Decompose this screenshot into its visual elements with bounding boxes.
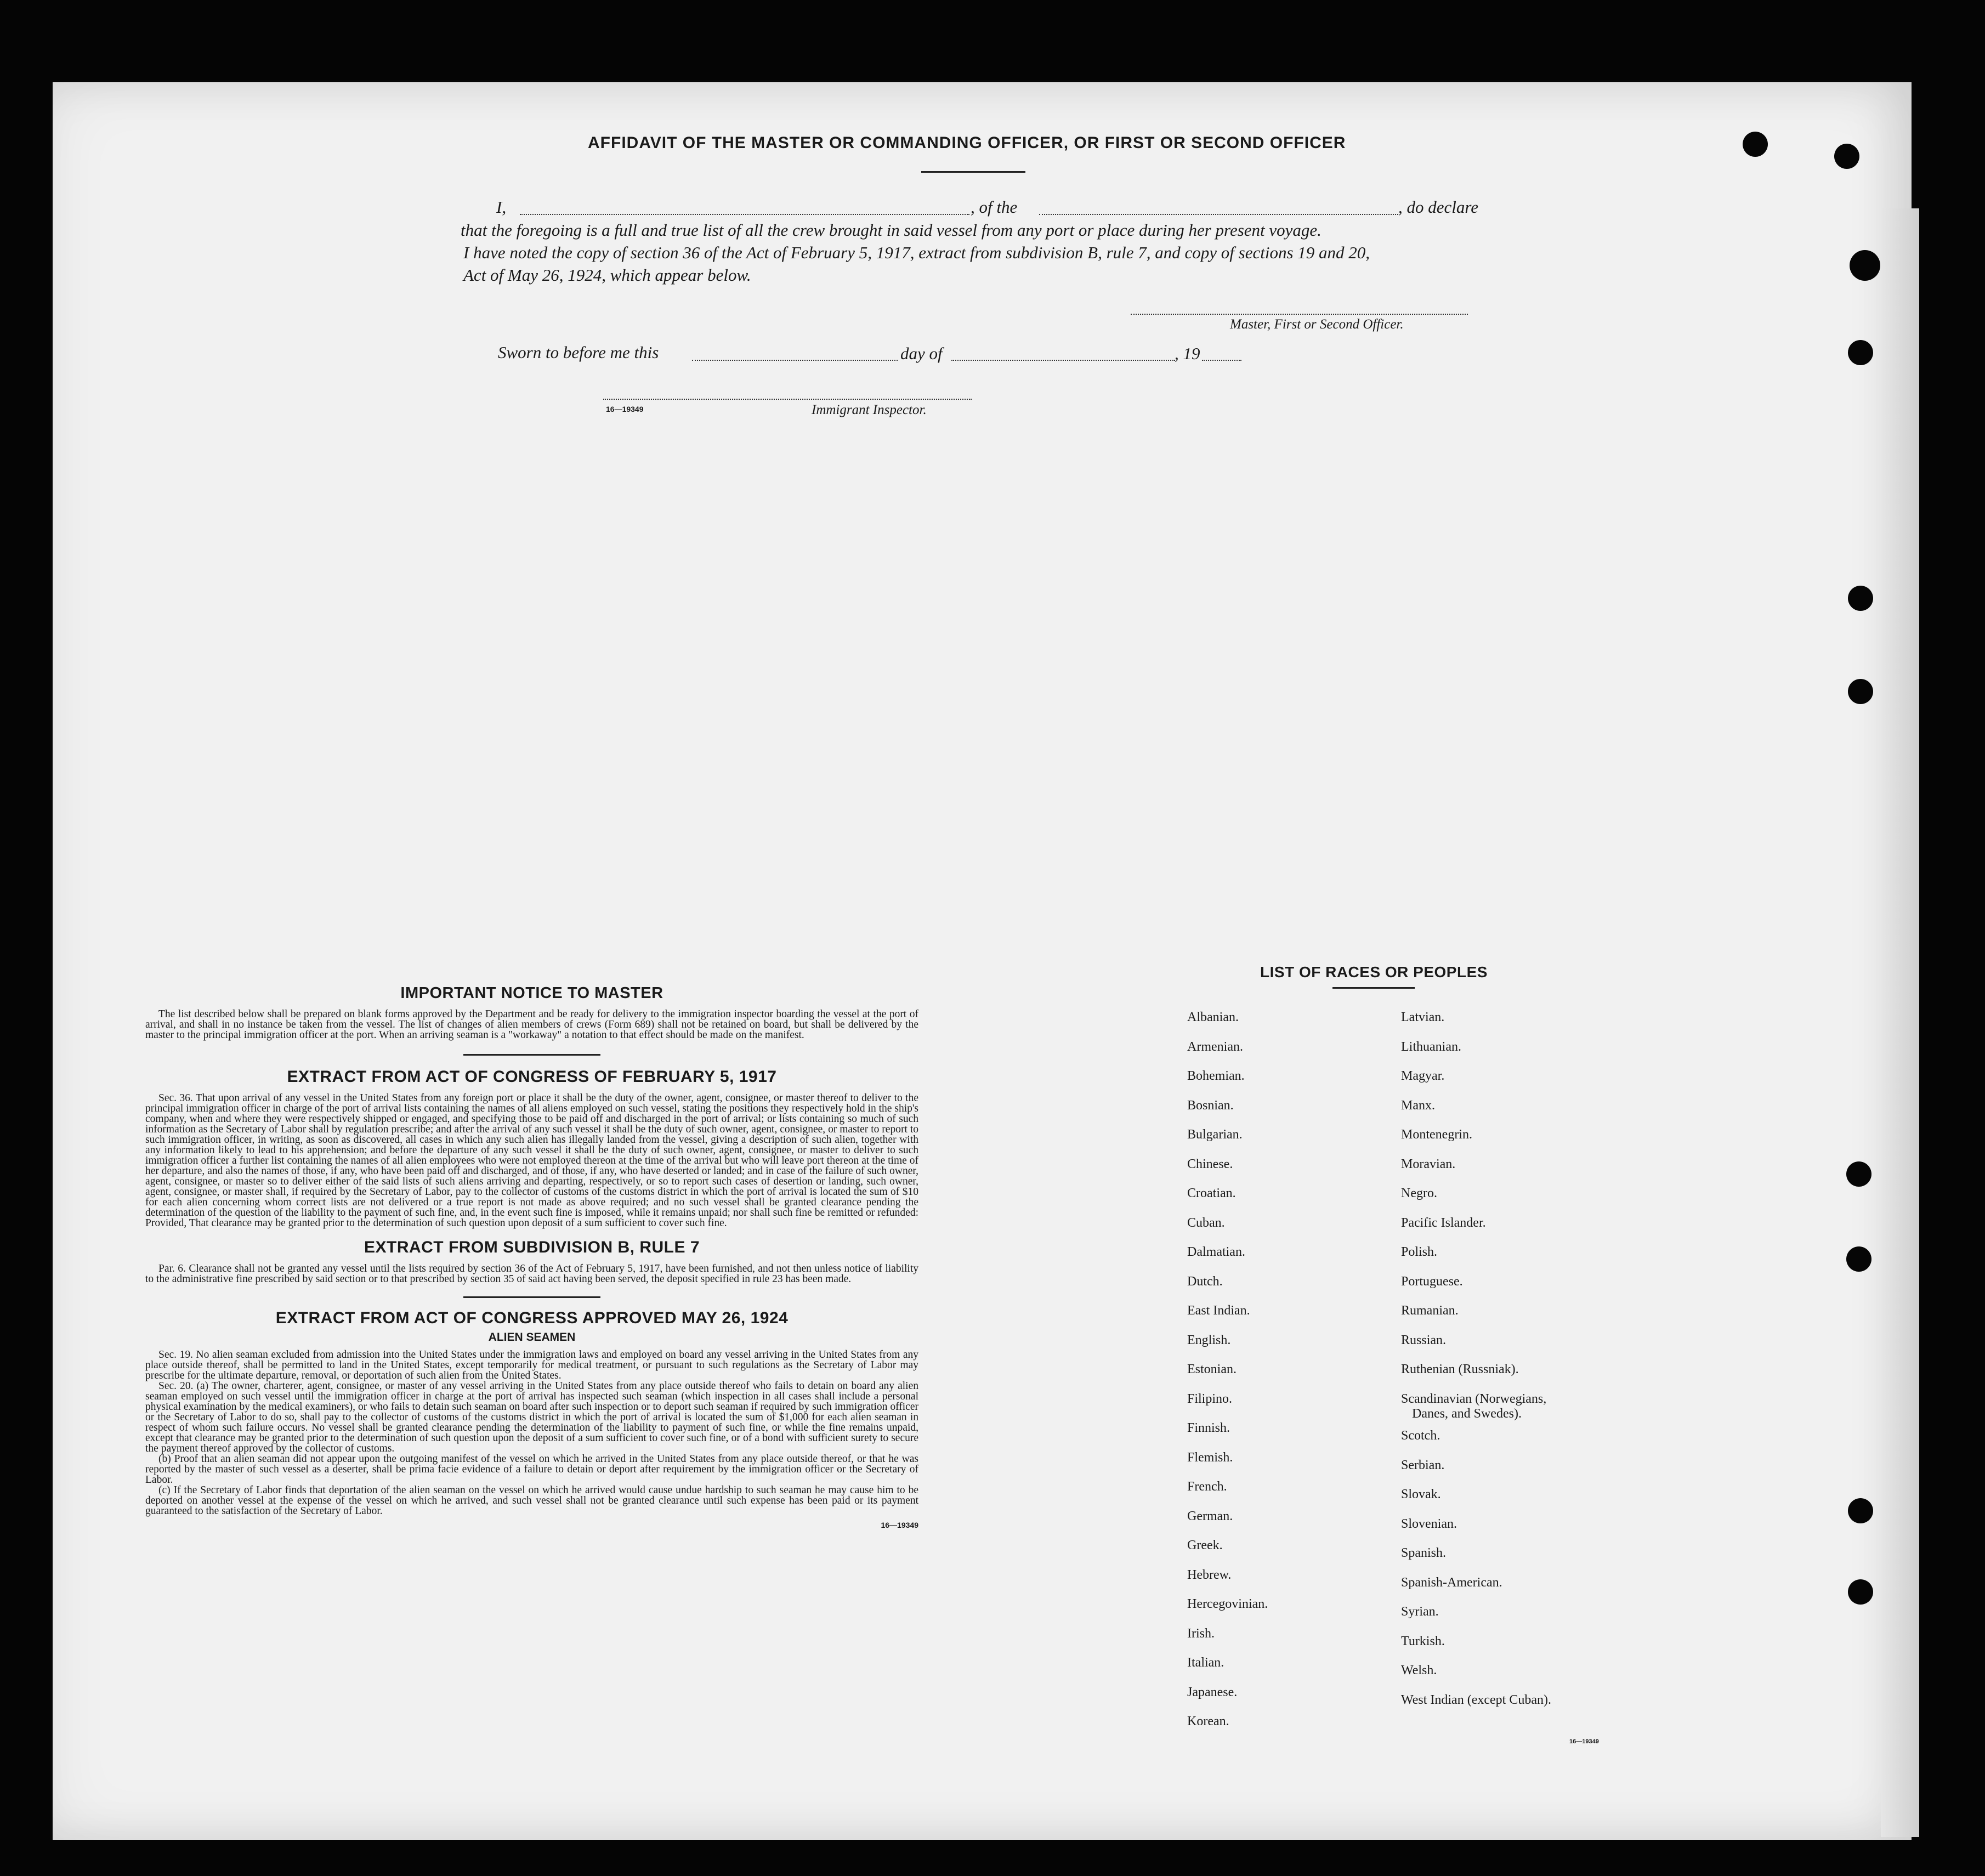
race-item: Bohemian.: [1187, 1069, 1245, 1083]
race-item: Japanese.: [1187, 1685, 1238, 1699]
form-number: 16—19349: [1569, 1738, 1599, 1745]
officer-signature-label: Master, First or Second Officer.: [1230, 317, 1404, 332]
race-item: East Indian.: [1187, 1303, 1250, 1318]
day-of-label: day of: [900, 344, 943, 363]
race-item: Lithuanian.: [1401, 1039, 1461, 1054]
year-label: , 19: [1175, 344, 1200, 363]
punch-hole: [1848, 1579, 1873, 1605]
section-20c-text: (c) If the Secretary of Labor finds that deportation of the alien seaman on the vessel on which he arrived would cause undue hardship to such seaman he may cause him to be deported on another vessel at the expense of the vessel on which he arrived, and such vessel shall not be granted clearance until such expense has been paid or its payment guaranteed to the satisfaction of the Secretary of Labor.: [145, 1484, 918, 1517]
race-item: Estonian.: [1187, 1362, 1237, 1376]
punch-hole: [1848, 679, 1873, 704]
race-item: Bulgarian.: [1187, 1127, 1243, 1142]
section-20a-text: Sec. 20. (a) The owner, charterer, agent, consignee, or master of any vessel arriving in the United States from any place outside thereof who fails to detain on board any alien seaman employed on such vessel until the immigration officer in charge at the port of arrival has inspected such seaman (which inspection in all cases shall include a personal physical examination by the medical examiners), or who fails to detain such seaman on board after such inspection or to deport such seaman if required by such immigration officer or the Secretary of Labor to do so, shall pay to the collector of customs of the customs district in which the port of arrival is located the sum of $1,000 for each alien seaman in respect of whom such failure occurs. No vessel shall be granted clearance pending the determination of the liability to payment of such fine, or while the fine remains unpaid, except that clearance may be granted prior to the determination of such question upon the deposit of a sum sufficient to cover such fine, or of a bond with sufficient surety to secure the payment thereof approved by the collector of customs.: [145, 1380, 918, 1454]
punch-hole: [1848, 340, 1873, 365]
name-blank: [520, 214, 969, 215]
races-title: LIST OF RACES OR PEOPLES: [1260, 963, 1488, 980]
race-item: Chinese.: [1187, 1157, 1233, 1171]
affidavit-of-the-label: , of the: [971, 197, 1018, 217]
race-item: Finnish.: [1187, 1421, 1230, 1435]
race-item: Korean.: [1187, 1714, 1229, 1728]
sworn-month-blank: [951, 360, 1175, 361]
race-item: German.: [1187, 1509, 1233, 1523]
race-item: Albanian.: [1187, 1010, 1239, 1024]
race-item: Pacific Islander.: [1401, 1215, 1486, 1230]
affidavit-declare-label: , do declare: [1398, 197, 1479, 217]
race-item: Russian.: [1401, 1333, 1447, 1347]
form-number: 16—19349: [881, 1521, 918, 1529]
race-item: Ruthenian (Russniak).: [1401, 1362, 1519, 1376]
inspector-label: Immigrant Inspector.: [812, 403, 927, 417]
race-item: Italian.: [1187, 1656, 1224, 1670]
section-20b-text: (b) Proof that an alien seaman did not appear upon the outgoing manifest of the vessel on which he arrived in the United States from any place outside thereof, or that he was reported by the master of such vessel as a deserter, shall be prima facie evidence of a failure to detain or deport after requirement by the immigration officer or the Secretary of Labor.: [145, 1453, 918, 1486]
race-item: Moravian.: [1401, 1157, 1456, 1171]
race-item: Hebrew.: [1187, 1567, 1232, 1582]
extract-1924-title: EXTRACT FROM ACT OF CONGRESS APPROVED MAY 26, 1924: [275, 1309, 789, 1327]
notice-column: [145, 984, 918, 1529]
inspector-signature-line: [603, 399, 972, 400]
race-item: Syrian.: [1401, 1605, 1439, 1619]
race-item: Montenegrin.: [1401, 1127, 1472, 1142]
race-item: Filipino.: [1187, 1391, 1233, 1406]
race-item: Spanish-American.: [1401, 1575, 1502, 1590]
notice-title: IMPORTANT NOTICE TO MASTER: [400, 984, 663, 1002]
form-number: 16—19349: [606, 405, 644, 413]
race-item: Dalmatian.: [1187, 1245, 1245, 1259]
divider: [463, 1296, 600, 1298]
affidavit-title: AFFIDAVIT OF THE MASTER OR COMMANDING OFFICER, OR FIRST OR SECOND OFFICER: [588, 134, 1346, 152]
race-item: Turkish.: [1401, 1634, 1445, 1648]
punch-hole: [1848, 1498, 1873, 1523]
race-item: Polish.: [1401, 1245, 1438, 1259]
sworn-day-blank: [692, 360, 898, 361]
section-19-text: Sec. 19. No alien seaman excluded from admission into the United States under the immigration laws and employed on board any vessel arriving in the United States from any place outside thereof, shall be permitted to land in the United States, except temporarily for medical treatment, or pursuant to such regulations as the Secretary of Labor may prescribe for the ultimate departure, removal, or deportation of such alien from the United States.: [145, 1349, 918, 1381]
race-item: Serbian.: [1401, 1458, 1445, 1472]
affidavit-line-4: Act of May 26, 1924, which appear below.: [463, 265, 751, 285]
race-item: Armenian.: [1187, 1039, 1243, 1054]
race-item: Croatian.: [1187, 1186, 1236, 1200]
extract-1917-title: EXTRACT FROM ACT OF CONGRESS OF FEBRUARY 5, 1917: [287, 1068, 777, 1086]
race-item: Danes, and Swedes).: [1412, 1406, 1522, 1421]
race-item: Negro.: [1401, 1186, 1437, 1200]
vessel-blank: [1039, 214, 1398, 215]
punch-hole: [1848, 586, 1873, 611]
race-item: Manx.: [1401, 1098, 1435, 1113]
punch-hole: [1743, 132, 1768, 157]
divider: [1332, 987, 1415, 989]
affidavit-i-label: I,: [496, 197, 507, 217]
race-item: West Indian (except Cuban).: [1401, 1692, 1551, 1707]
punch-hole: [1846, 1161, 1871, 1187]
race-item: Greek.: [1187, 1538, 1223, 1552]
sworn-year-blank: [1202, 360, 1241, 361]
race-item: Bosnian.: [1187, 1098, 1234, 1113]
notice-text: The list described below shall be prepared on blank forms approved by the Department and be ready for delivery to the immigration inspector boarding the vessel at the port of arrival, and shall in no instance be taken from the vessel. The list of changes of alien members of crews (Form 689) shall not be retained on board, but shall be delivered by the master to the principal immigration officer at the port. When an arriving seaman is a "workaway" a notation to that effect should be made on the manifest.: [145, 1008, 918, 1041]
race-item: Dutch.: [1187, 1274, 1223, 1289]
race-item: Portuguese.: [1401, 1274, 1463, 1289]
extract-rule7-title: EXTRACT FROM SUBDIVISION B, RULE 7: [364, 1238, 700, 1256]
officer-signature-line: [1131, 314, 1468, 315]
race-item: Welsh.: [1401, 1663, 1437, 1677]
document-page: [53, 82, 1912, 1840]
race-item: Magyar.: [1401, 1069, 1445, 1083]
extract-rule7-text: Par. 6. Clearance shall not be granted any vessel until the lists required by section 36 of the Act of February 5, 1917, have been furnished, and not then unless notice of liability to the administrative fine prescribed by said section or to that prescribed by section 35 of said act having been served, the deposit specified in rule 23 has been made.: [145, 1263, 918, 1285]
race-item: Latvian.: [1401, 1010, 1445, 1024]
race-item: Spanish.: [1401, 1546, 1447, 1560]
race-item: Hercegovinian.: [1187, 1597, 1268, 1611]
race-item: Scandinavian (Norwegians,: [1401, 1391, 1547, 1406]
alien-seamen-subtitle: ALIEN SEAMEN: [488, 1331, 576, 1344]
affidavit-line-3: I have noted the copy of section 36 of the Act of February 5, 1917, extract from subdivision B, rule 7, and copy of sections 19 and 20,: [463, 243, 1370, 262]
sworn-label: Sworn to before me this: [498, 343, 659, 362]
punch-hole: [1850, 250, 1880, 281]
race-item: Flemish.: [1187, 1450, 1233, 1465]
race-item: English.: [1187, 1333, 1231, 1347]
affidavit-line-2: that the foregoing is a full and true list of all the crew brought in said vessel from any port or place during her present voyage.: [461, 220, 1322, 240]
race-item: Slovenian.: [1401, 1516, 1457, 1531]
race-item: Irish.: [1187, 1626, 1215, 1641]
race-item: Slovak.: [1401, 1487, 1441, 1501]
punch-hole: [1834, 144, 1859, 169]
race-item: French.: [1187, 1480, 1227, 1494]
divider: [463, 1054, 600, 1056]
divider: [921, 171, 1025, 173]
page-edge: [1881, 208, 1919, 1837]
race-item: Scotch.: [1401, 1429, 1440, 1443]
extract-1917-text: Sec. 36. That upon arrival of any vessel in the United States from any foreign port or place it shall be the duty of the owner, agent, consignee, or master thereof to deliver to the principal immigration officer in charge of the port of arrival lists containing the names of all aliens employed on such vessel, stating the positions they respectively hold in the ship's company, when and where they were respectively shipped or engaged, and specifying those to be paid off and discharged in the port of arrival; or lists containing so much of such information as the Secretary of Labor shall by regulation prescribe; and after the arrival of any such vessel it shall be the duty of such owner, agent, consignee, or master to report to such immigration officer, in writing, as soon as discovered, all cases in which any such alien has illegally landed from the vessel, giving a description of such alien, together with any information likely to lead to his apprehension; and before the departure of any such vessel it shall be the duty of such owner, agent, consignee, or master to deliver to such immigration officer a further list containing the names of all alien employees who were not employed thereon at the time of the arrival but who will leave port thereon at the time of her departure, and also the names of those, if any, who have been paid off and discharged, and of those, if any, who have deserted or landed; and in case of the failure of such owner, agent, consignee, or master so to deliver either of the said lists of such aliens arriving and departing, respectively, or so to report such cases of desertion or landing, such owner, agent, consignee, or master shall, if required by the Secretary of Labor, pay to the collector of customs of the customs district in which the port of arrival is located the sum of $10 for each alien concerning whom correct lists are not delivered or a true report is not made as above required; and no such vessel shall be granted clearance pending the determination of the question of the liability to the payment of such fine, and, in the event such fine is imposed, while it remains unpaid; nor shall such fine be remitted or refunded: Provided, That clearance may be granted prior to the determination of such question upon deposit of a sum sufficient to cover such fine.: [145, 1092, 918, 1229]
punch-hole: [1846, 1246, 1871, 1272]
race-item: Rumanian.: [1401, 1303, 1459, 1318]
race-item: Cuban.: [1187, 1215, 1225, 1230]
